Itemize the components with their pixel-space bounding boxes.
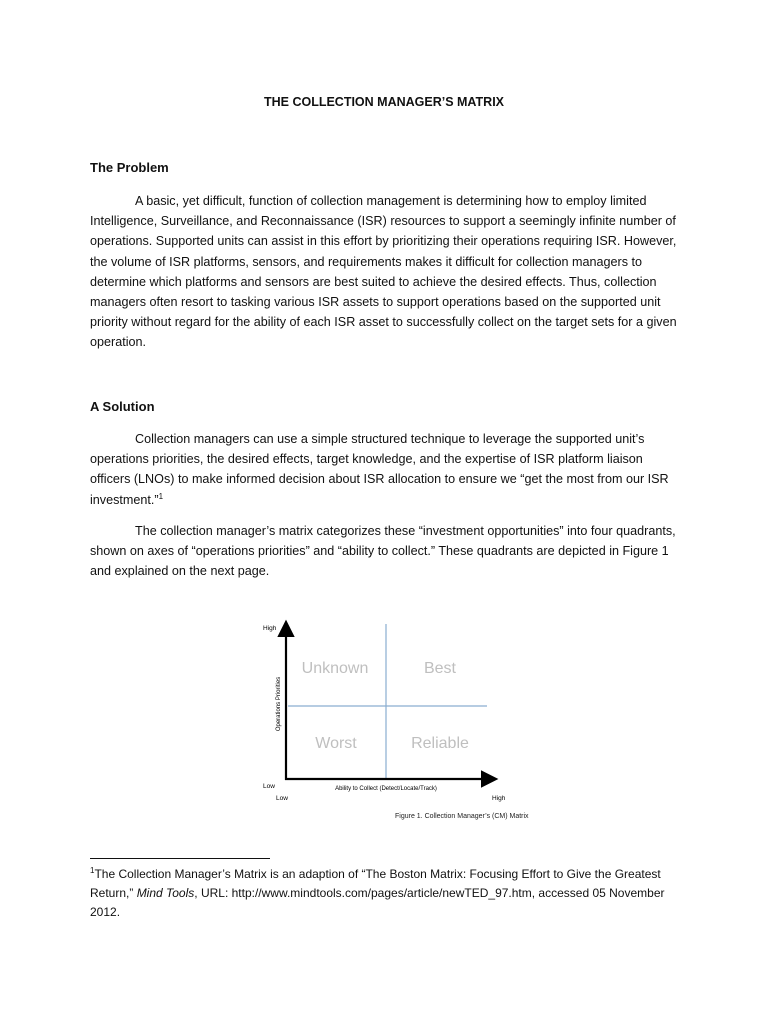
solution-paragraph-1-text: Collection managers can use a simple structured technique to leverage the supported unit’s operations priorities, the desired effects, target knowledge, and the expertise of ISR platform liaison officers (LNOs) to make informed decision about ISR allocation to ensure we “get the most from our ISR investment.” (90, 432, 669, 507)
quadrant-label-unknown: Unknown (301, 660, 369, 677)
quadrant-label-reliable: Reliable (411, 735, 469, 752)
solution-paragraph-2: The collection manager’s matrix categorizes these “investment opportunities” into four quadrants, shown on axes of “operations priorities” and “ability to collect.” These quadrants are depicted in Figure 1 and explained on the next page. (90, 524, 676, 579)
x-axis-high-label: High (492, 795, 506, 802)
footnote-text-after: , URL: http://www.mindtools.com/pages/article/newTED_97.htm, accessed 05 November 2012. (90, 886, 665, 919)
footnote-separator (90, 858, 270, 859)
solution-paragraph-1 (90, 429, 682, 510)
footnote-text-before: The Collection Manager’s Matrix is an adaption of “The Boston Matrix: Focusing Effort to Give the Greatest Return,” (90, 867, 661, 900)
y-axis-high-label: High (263, 625, 277, 632)
x-axis-low-label: Low (276, 795, 288, 802)
section-heading-problem: The Problem (90, 160, 169, 175)
problem-paragraph: A basic, yet difficult, function of collection management is determining how to employ limited Intelligence, Surveillance, and Reconnaissance (ISR) resources to support a seemingly infinite number of operations. Supported units can assist in this effort by prioritizing their operations requiring ISR. However, the volume of ISR platforms, sensors, and requirements makes it difficult for collection managers to determine which platforms and sensors are best suited to achieve the desired effects. Thus, collection managers often resort to tasking various ISR assets to support operations based on the supported unit priority without regard for the ability of each ISR asset to successfully collect on the target sets for a given operation. (90, 194, 677, 350)
footnote-number: 1 (90, 866, 95, 875)
cm-matrix-figure (260, 618, 520, 808)
quadrant-label-worst: Worst (315, 735, 357, 752)
cm-matrix-chart (260, 618, 520, 808)
y-axis-title: Operations Priorities (276, 676, 282, 732)
footnote (90, 865, 670, 922)
x-axis-title: Ability to Collect (Detect/Locate/Track) (335, 786, 437, 792)
quadrant-label-best: Best (423, 660, 457, 677)
footnote-reference[interactable]: 1 (158, 491, 164, 501)
y-axis-low-label: Low (263, 783, 275, 790)
document-title: THE COLLECTION MANAGER’S MATRIX (263, 95, 505, 109)
footnote-source: Mind Tools (136, 886, 195, 900)
figure-caption: Figure 1. Collection Manager’s (CM) Matrix (395, 813, 529, 820)
section-heading-solution: A Solution (90, 399, 155, 414)
